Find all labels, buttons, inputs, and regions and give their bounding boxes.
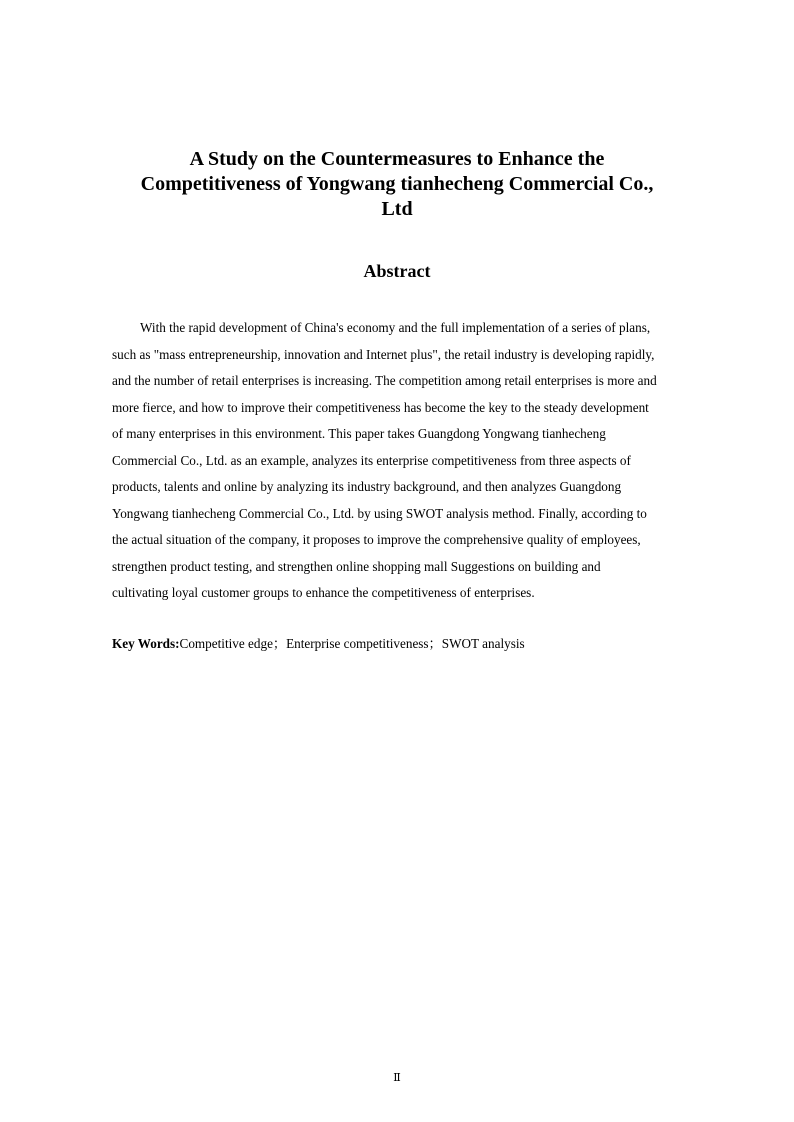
abstract-line: such as "mass entrepreneurship, innovation and Internet plus", the retail industry is developing rapidly, (112, 346, 655, 362)
keywords-label: Key Words: (112, 636, 180, 651)
keywords (112, 634, 692, 654)
paper-title-line: A Study on the Countermeasures to Enhance the (189, 148, 605, 170)
page-number: Ⅱ (393, 1072, 401, 1084)
abstract-line: products, talents and online by analyzing its industry background, and then analyzes Guangdong (112, 479, 622, 494)
abstract-line: cultivating loyal customer groups to enhance the competitiveness of enterprises. (112, 585, 535, 600)
abstract-line: Yongwang tianhecheng Commercial Co., Ltd. by using SWOT analysis method. Finally, according to (112, 505, 647, 521)
keywords-text: Competitive edge；Enterprise competitiveness；SWOT analysis (179, 636, 525, 651)
paper-title-line: Ltd (381, 198, 413, 220)
abstract-body (112, 317, 692, 609)
abstract-line: Commercial Co., Ltd. as an example, analyzes its enterprise competitiveness from three aspects of (112, 452, 631, 468)
abstract-heading: Abstract (363, 261, 431, 281)
abstract-line: more fierce, and how to improve their competitiveness has become the key to the steady development (112, 399, 649, 415)
paper-title (100, 147, 694, 222)
abstract-line: and the number of retail enterprises is increasing. The competition among retail enterprises is more and (112, 373, 657, 388)
abstract-line: strengthen product testing, and strengthen online shopping mall Suggestions on building and (112, 558, 601, 574)
paper-title-line: Competitiveness of Yongwang tianhecheng Commercial Co., (140, 173, 654, 195)
abstract-line: of many enterprises in this environment. This paper takes Guangdong Yongwang tianhecheng (112, 426, 606, 441)
abstract-line: With the rapid development of China's economy and the full implementation of a series of plans, (140, 320, 651, 335)
abstract-line: the actual situation of the company, it proposes to improve the comprehensive quality of employees, (112, 532, 641, 547)
